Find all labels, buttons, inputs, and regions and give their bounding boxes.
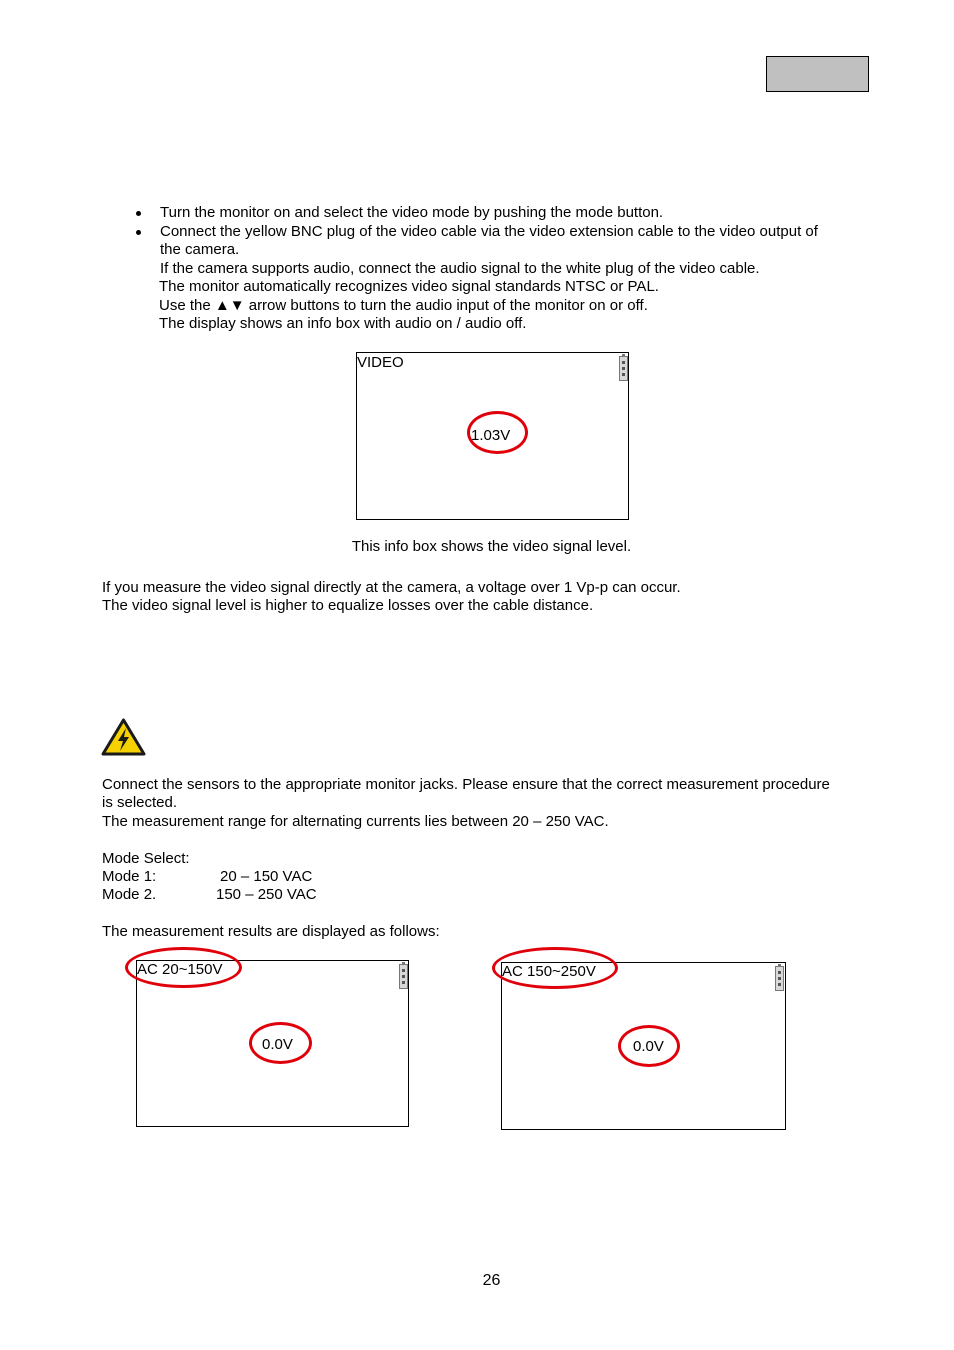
indented-line-2: The monitor automatically recognizes video signal standards NTSC or PAL. bbox=[159, 278, 659, 295]
bullet-item-1: Turn the monitor on and select the video mode by pushing the mode button. bbox=[160, 204, 664, 221]
indented-line-1: If the camera supports audio, connect the audio signal to the white plug of the video cable. bbox=[160, 260, 760, 277]
screen-mode-label: AC 150~250V bbox=[502, 963, 596, 980]
label-highlight-ellipse bbox=[492, 947, 618, 989]
sensor-text-line-3: The measurement range for alternating currents lies between 20 – 250 VAC. bbox=[102, 813, 609, 830]
screen-mode-label: VIDEO bbox=[357, 354, 404, 371]
video-screen-caption: This info box shows the video signal level. bbox=[351, 538, 632, 555]
bullet-dot bbox=[136, 230, 141, 235]
sensor-text-line-2: is selected. bbox=[102, 794, 178, 811]
ac-low-value: 0.0V bbox=[262, 1036, 293, 1053]
bullet-dot bbox=[136, 211, 141, 216]
highlight-ellipse bbox=[467, 411, 528, 454]
mode-1-range: 20 – 150 VAC bbox=[220, 868, 313, 885]
high-voltage-warning-icon bbox=[101, 718, 146, 756]
video-screen bbox=[356, 352, 629, 520]
screen-mode-label: AC 20~150V bbox=[137, 961, 223, 978]
mode-1-name: Mode 1: bbox=[102, 868, 157, 885]
highlight-ellipse bbox=[249, 1022, 312, 1064]
bullet-item-2-line-1: Connect the yellow BNC plug of the video cable via the video extension cable to the video output of bbox=[160, 223, 818, 240]
battery-icon bbox=[775, 966, 784, 991]
label-highlight-ellipse bbox=[125, 947, 242, 988]
bullet-item-2-line-2: the camera. bbox=[160, 241, 240, 258]
video-note-line-1: If you measure the video signal directly at the camera, a voltage over 1 Vp-p can occur. bbox=[102, 579, 681, 596]
ac-high-value: 0.0V bbox=[633, 1038, 664, 1055]
page-number: 26 bbox=[482, 1272, 501, 1289]
indented-line-3: Use the ▲▼ arrow buttons to turn the audio input of the monitor on or off. bbox=[159, 297, 648, 314]
video-level-value: 1.03V bbox=[471, 427, 511, 444]
mode-select-heading: Mode Select: bbox=[102, 850, 190, 867]
battery-icon bbox=[399, 964, 408, 989]
battery-icon bbox=[619, 356, 628, 381]
sensor-text-line-1: Connect the sensors to the appropriate monitor jacks. Please ensure that the correct measurement procedure bbox=[102, 776, 830, 793]
highlight-ellipse bbox=[618, 1025, 680, 1067]
mode-2-range: 150 – 250 VAC bbox=[216, 886, 317, 903]
mode-2-name: Mode 2. bbox=[102, 886, 157, 903]
video-note-line-2: The video signal level is higher to equalize losses over the cable distance. bbox=[102, 597, 594, 614]
indented-line-4: The display shows an info box with audio on / audio off. bbox=[159, 315, 527, 332]
section-tab-box bbox=[766, 56, 869, 92]
results-intro: The measurement results are displayed as follows: bbox=[102, 923, 440, 940]
